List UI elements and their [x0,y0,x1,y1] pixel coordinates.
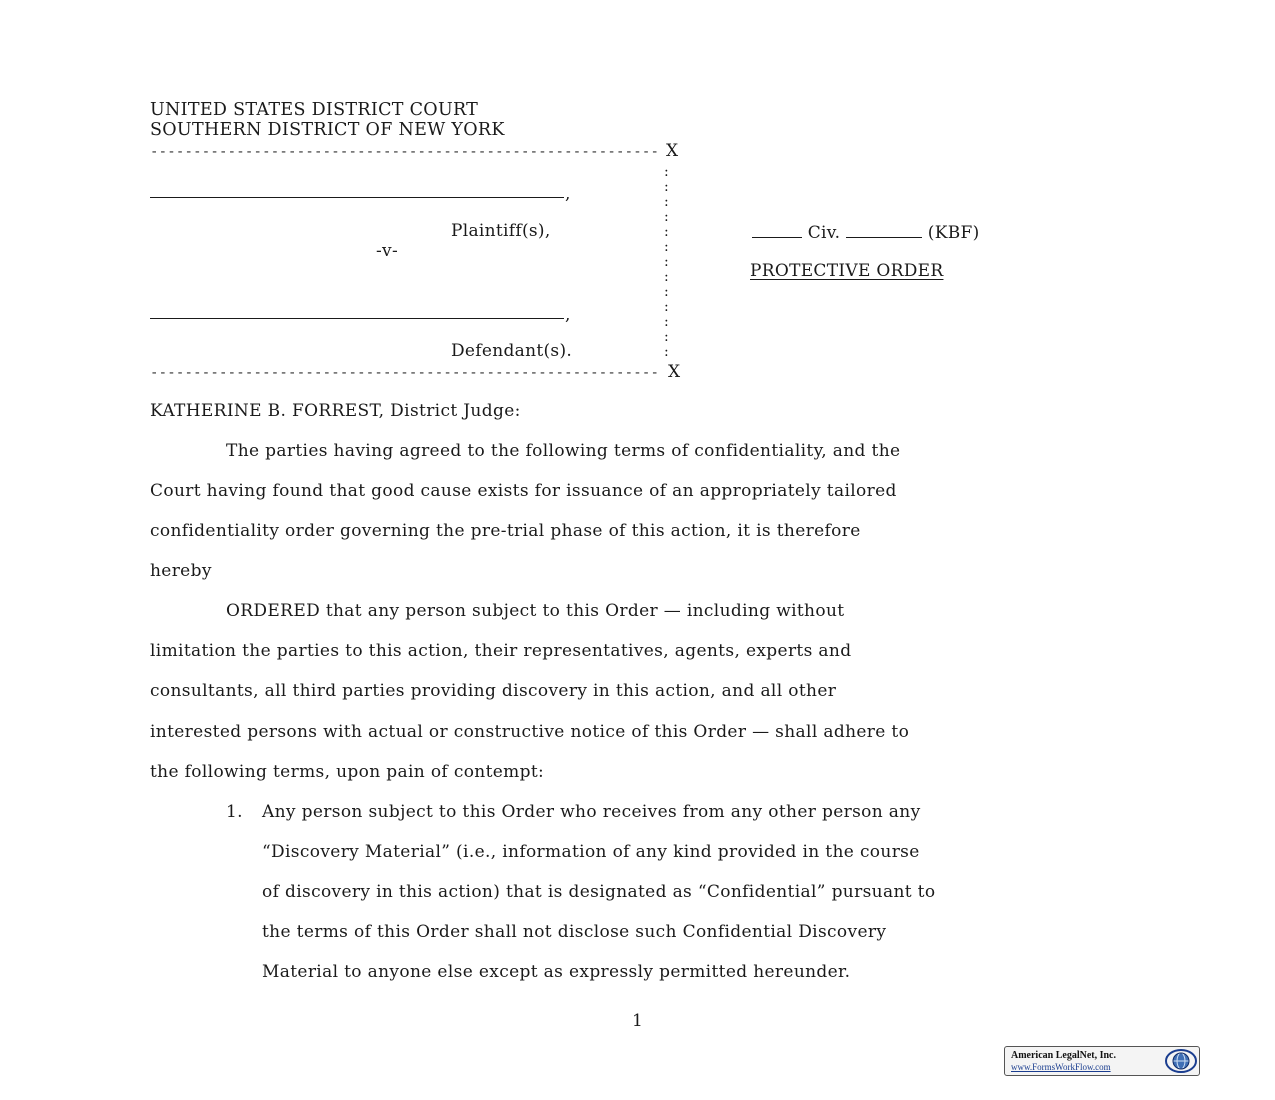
paragraph-line: limitation the parties to this action, their representatives, agents, experts and [150,641,852,661]
colon: : [664,224,669,240]
civ-label: Civ. [807,223,841,243]
colon: : [664,269,669,285]
versus-label: -v- [376,241,398,261]
paragraph-line: interested persons with actual or constructive notice of this Order — shall adhere to [150,722,910,742]
publisher-logo[interactable] [1004,1046,1200,1076]
page-number: 1 [632,1011,644,1031]
globe-icon [1161,1048,1197,1074]
list-item-line: of discovery in this action) that is designated as “Confidential” pursuant to [262,882,936,902]
paragraph-line: consultants, all third parties providing discovery in this action, and all other [150,681,837,701]
plaintiff-comma: , [565,184,571,204]
colon: : [664,194,669,210]
defendant-name-blank[interactable] [150,318,564,319]
colon: : [664,344,669,360]
caption-bottom-x: X [668,362,681,382]
colon: : [664,254,669,270]
colon: : [664,164,669,180]
colon: : [664,284,669,300]
plaintiff-name-blank[interactable] [150,197,564,198]
colon: : [664,299,669,315]
caption-bottom-rule: ----------------------------------------------------------- [150,365,660,381]
colon: : [664,209,669,225]
defendant-comma: , [565,305,571,325]
paragraph-line: confidentiality order governing the pre-trial phase of this action, it is therefore [150,521,861,541]
caption-top-rule: ----------------------------------------------------------- [150,144,660,160]
caption-top-x: X [666,141,679,161]
colon: : [664,239,669,255]
document-title: PROTECTIVE ORDER [750,261,944,281]
colon: : [664,329,669,345]
publisher-name: American LegalNet, Inc. [1011,1050,1116,1061]
case-number [752,223,980,242]
case-number-blank[interactable] [846,223,922,238]
colon: : [664,314,669,330]
list-item-line: “Discovery Material” (i.e., information of any kind provided in the course [262,842,920,862]
paragraph-line: The parties having agreed to the following terms of confidentiality, and the [226,441,901,461]
case-suffix: (KBF) [927,223,980,243]
caption-colon-column [664,165,669,360]
paragraph-line: Court having found that good cause exists for issuance of an appropriately tailored [150,481,897,501]
list-item-line: the terms of this Order shall not disclose such Confidential Discovery [262,922,887,942]
court-district: SOUTHERN DISTRICT OF NEW YORK [150,120,505,140]
list-item-line: Any person subject to this Order who receives from any other person any [262,802,921,822]
list-item-number: 1. [226,802,243,822]
paragraph-line: ORDERED that any person subject to this Order — including without [226,601,845,621]
publisher-url[interactable]: www.FormsWorkFlow.com [1011,1062,1111,1072]
plaintiff-label: Plaintiff(s), [451,221,551,241]
defendant-label: Defendant(s). [451,341,573,361]
paragraph-line: the following terms, upon pain of contempt: [150,762,545,782]
case-year-blank[interactable] [752,223,802,238]
colon: : [664,179,669,195]
paragraph-line: hereby [150,561,212,581]
list-item-line: Material to anyone else except as expressly permitted hereunder. [262,962,851,982]
judge-line: KATHERINE B. FORREST, District Judge: [150,401,521,421]
court-name: UNITED STATES DISTRICT COURT [150,100,479,120]
